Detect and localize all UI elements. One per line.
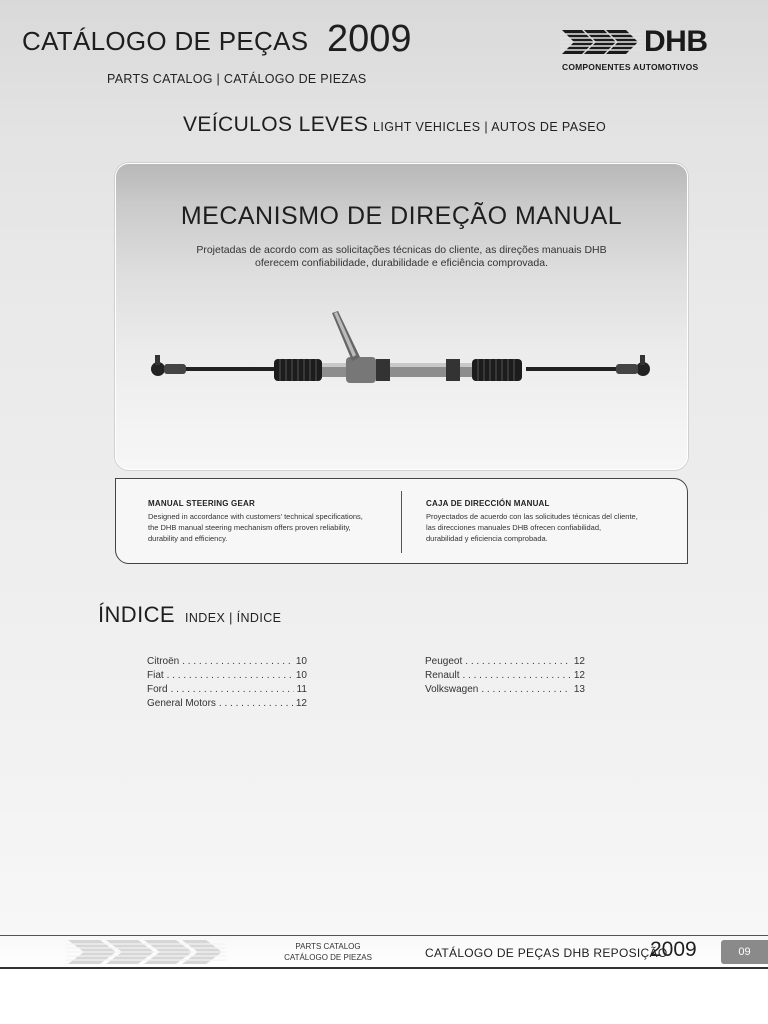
catalog-year: 2009 [327,18,412,60]
leader-dots [171,683,294,697]
index-entry-name: Renault [425,670,460,681]
index-entry-page: 12 [295,698,307,709]
leader-dots [465,655,571,669]
footer-rule-bottom [0,967,768,969]
brand-tagline: COMPONENTES AUTOMOTIVOS [562,62,699,72]
catalog-title: CATÁLOGO DE PEÇAS [22,26,309,56]
translation-box [115,478,688,564]
footer-year: 2009 [650,938,697,961]
index-entry[interactable] [147,697,307,711]
index-entry[interactable] [425,655,585,669]
index-entry-page: 11 [296,684,307,695]
index-title: ÍNDICE [98,602,175,627]
english-heading: MANUAL STEERING GEAR [148,499,255,508]
index-entry-name: Peugeot [425,656,463,667]
leader-dots [182,655,293,669]
index-entry-page: 12 [573,670,585,681]
footer-rule-top [0,935,768,936]
page-number: 09 [721,940,768,964]
index-entry-name: Volkswagen [425,684,479,695]
index-entry[interactable] [147,669,307,683]
spanish-text-line: durabilidad y eficiencia comprobada. [426,534,548,543]
index-entry-name: Ford [147,684,168,695]
spanish-text-line: las direcciones manuales DHB ofrecen confiabilidad, [426,523,602,532]
product-description-line: Projetadas de acordo com as solicitações técnicas do cliente, as direções manuais DHB [196,244,607,256]
footer-parts-line: CATÁLOGO DE PIEZAS [284,953,372,962]
index-entry-name: Citroën [147,656,180,667]
spanish-description [426,499,666,544]
steering-rack-image [146,309,656,399]
index-entry-page: 10 [295,656,307,667]
index-entry[interactable] [147,683,307,697]
spanish-text-line: Proyectados de acuerdo con las solicitudes técnicas del cliente, [426,512,638,521]
catalog-subtitle: PARTS CATALOG | CATÁLOGO DE PIEZAS [107,72,367,86]
english-text-line: Designed in accordance with customers' technical specifications, [148,512,363,521]
footer-chevron-logo-icon [66,937,226,967]
section-subtitle: LIGHT VEHICLES | AUTOS DE PASEO [373,120,607,134]
english-text-line: the DHB manual steering mechanism offers proven reliability, [148,523,351,532]
product-card [115,163,688,470]
leader-dots [481,683,571,697]
leader-dots [167,669,293,683]
product-title: MECANISMO DE DIREÇÃO MANUAL [180,202,623,230]
leader-dots [462,669,570,683]
index-entry-name: General Motors [147,698,216,709]
index-subtitle: INDEX | ÍNDICE [185,611,282,625]
index-entry[interactable] [425,683,585,697]
product-description [186,244,617,270]
column-divider [401,491,402,553]
brand-name: DHB [644,25,708,58]
index-entry-name: Fiat [147,670,164,681]
leader-dots [219,697,293,711]
index-entry[interactable] [147,655,307,669]
section-title: VEÍCULOS LEVES [183,113,369,136]
index-entry-page: 13 [573,684,585,695]
index-entry[interactable] [425,669,585,683]
index-list-left [147,655,307,711]
english-text-line: durability and efficiency. [148,534,228,543]
product-description-line: oferecem confiabilidade, durabilidade e eficiência comprovada. [254,257,548,269]
footer-title: CATÁLOGO DE PEÇAS DHB REPOSIÇÃO [425,946,668,960]
index-entry-page: 10 [295,670,307,681]
index-entry-page: 12 [573,656,585,667]
english-description [148,499,388,544]
footer-parts-catalog [283,941,373,963]
index-list-right [425,655,585,697]
spanish-heading: CAJA DE DIRECCIÓN MANUAL [426,499,550,508]
footer-parts-line: PARTS CATALOG [295,942,361,951]
